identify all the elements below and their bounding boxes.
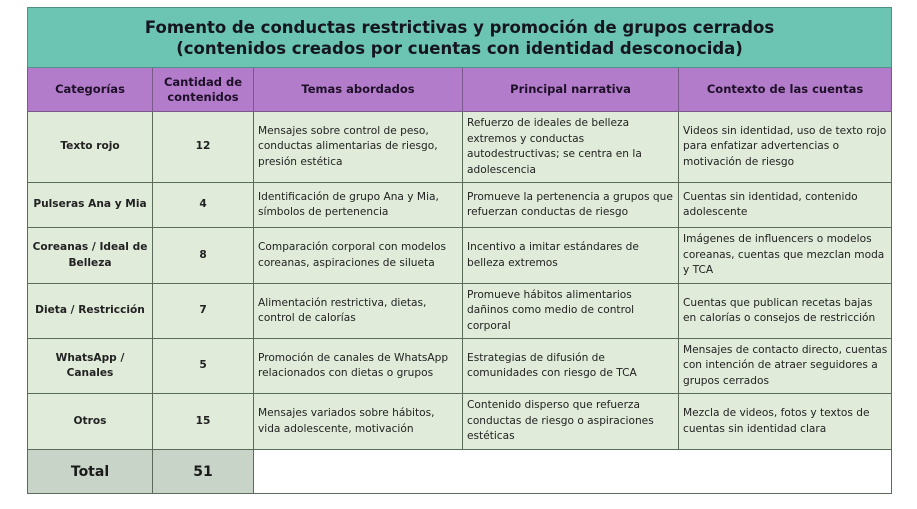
total-value: 51 [153, 450, 254, 494]
table-title-line1: Fomento de conductas restrictivas y promoción de grupos cerrados [144, 17, 775, 37]
cell-contexto: Mensajes de contacto directo, cuentas con intención de atraer seguidores a grupos cerrados [679, 339, 892, 394]
header-row [28, 68, 892, 112]
cell-cantidad: 15 [153, 394, 254, 450]
header-cantidad: Cantidad de contenidos [153, 68, 254, 112]
cell-cantidad: 8 [153, 228, 254, 284]
cell-narrativa: Contenido disperso que refuerza conductas de riesgo o aspiraciones estéticas [463, 394, 679, 450]
cell-temas: Identificación de grupo Ana y Mia, símbolos de pertenencia [254, 183, 463, 228]
cell-categoria: Coreanas / Ideal de Belleza [28, 228, 153, 284]
cell-contexto: Mezcla de videos, fotos y textos de cuentas sin identidad clara [679, 394, 892, 450]
header-categorias: Categorías [28, 68, 153, 112]
summary-table [27, 7, 892, 494]
cell-cantidad: 4 [153, 183, 254, 228]
cell-contexto: Cuentas sin identidad, contenido adolescente [679, 183, 892, 228]
cell-categoria: Texto rojo [28, 112, 153, 183]
cell-narrativa: Estrategias de difusión de comunidades con riesgo de TCA [463, 339, 679, 394]
table-title [28, 8, 892, 68]
cell-temas: Alimentación restrictiva, dietas, control de calorías [254, 284, 463, 339]
cell-contexto: Cuentas que publican recetas bajas en calorías o consejos de restricción [679, 284, 892, 339]
cell-categoria: WhatsApp / Canales [28, 339, 153, 394]
header-temas: Temas abordados [254, 68, 463, 112]
cell-contexto: Videos sin identidad, uso de texto rojo para enfatizar advertencias o motivación de riesgo [679, 112, 892, 183]
cell-narrativa: Promueve la pertenencia a grupos que refuerzan conductas de riesgo [463, 183, 679, 228]
table-row [28, 112, 892, 183]
cell-temas: Mensajes sobre control de peso, conductas alimentarias de riesgo, presión estética [254, 112, 463, 183]
total-row [28, 450, 892, 494]
header-contexto: Contexto de las cuentas [679, 68, 892, 112]
cell-temas: Mensajes variados sobre hábitos, vida adolescente, motivación [254, 394, 463, 450]
table-row [28, 339, 892, 394]
cell-cantidad: 7 [153, 284, 254, 339]
cell-cantidad: 5 [153, 339, 254, 394]
cell-contexto: Imágenes de influencers o modelos coreanas, cuentas que mezclan moda y TCA [679, 228, 892, 284]
table-row [28, 183, 892, 228]
title-row [28, 8, 892, 68]
cell-temas: Promoción de canales de WhatsApp relacionados con dietas o grupos [254, 339, 463, 394]
total-label: Total [28, 450, 153, 494]
cell-cantidad: 12 [153, 112, 254, 183]
cell-categoria: Otros [28, 394, 153, 450]
table-title-line2: (contenidos creados por cuentas con identidad desconocida) [176, 38, 743, 58]
cell-categoria: Dieta / Restricción [28, 284, 153, 339]
cell-temas: Comparación corporal con modelos coreanas, aspiraciones de silueta [254, 228, 463, 284]
cell-narrativa: Incentivo a imitar estándares de belleza extremos [463, 228, 679, 284]
table-row [28, 228, 892, 284]
summary-table-container [27, 7, 891, 494]
table-row [28, 394, 892, 450]
header-narrativa: Principal narrativa [463, 68, 679, 112]
total-blank-cell [254, 450, 892, 494]
cell-narrativa: Refuerzo de ideales de belleza extremos y conductas autodestructivas; se centra en la adolescencia [463, 112, 679, 183]
table-row [28, 284, 892, 339]
cell-narrativa: Promueve hábitos alimentarios dañinos como medio de control corporal [463, 284, 679, 339]
cell-categoria: Pulseras Ana y Mia [28, 183, 153, 228]
